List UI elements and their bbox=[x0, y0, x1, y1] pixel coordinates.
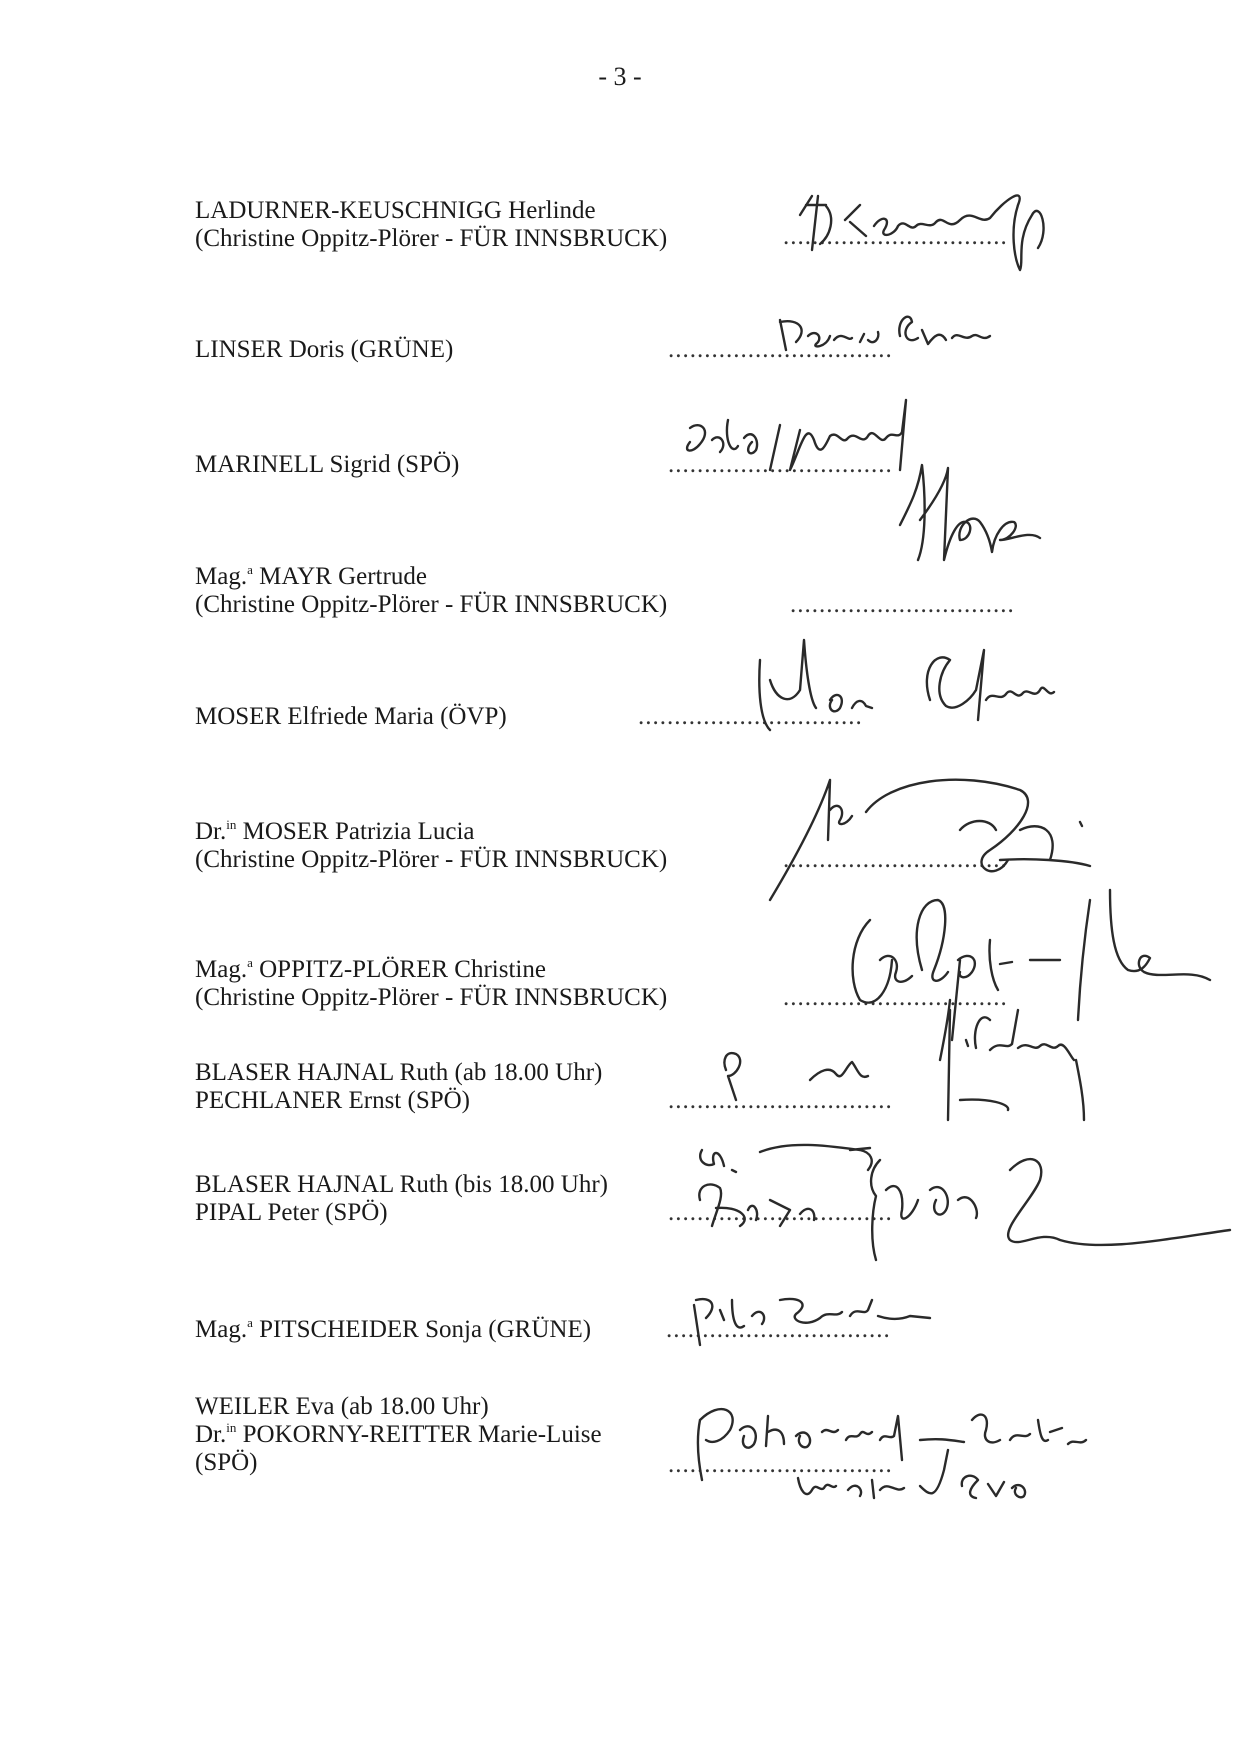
signatory-marinell bbox=[195, 451, 459, 479]
signature-line: ............................... bbox=[668, 336, 893, 363]
signature-line: ............................... bbox=[668, 1199, 893, 1226]
signatory-linser bbox=[195, 336, 453, 364]
signatory-pechlaner bbox=[195, 1059, 602, 1115]
signature-line: ............................... bbox=[783, 984, 1008, 1011]
signature-line: ............................... bbox=[666, 1316, 891, 1343]
signature-line: ............................... bbox=[783, 223, 1008, 250]
party-line: (SPÖ) bbox=[195, 1449, 258, 1476]
name-line: Mag.$^a$ OPPITZ-PLÖRER Christine bbox=[195, 955, 546, 983]
name-line: BLASER HAJNAL Ruth (bis 18.00 Uhr) bbox=[195, 1171, 608, 1198]
signature-line: ............................... bbox=[668, 1087, 893, 1114]
name-line: Dr.$^{in}$ MOSER Patrizia Lucia bbox=[195, 817, 475, 845]
name-line: LINSER Doris (GRÜNE) bbox=[195, 336, 454, 363]
name-line: LADURNER-KEUSCHNIGG Herlinde bbox=[195, 197, 596, 224]
signatory-pitscheider bbox=[195, 1316, 591, 1344]
party-line: (Christine Oppitz-Plörer - FÜR INNSBRUCK) bbox=[195, 225, 668, 252]
signature-line: ............................... bbox=[668, 1451, 893, 1478]
signature-moser-patrizia bbox=[770, 780, 1090, 900]
name-line: MARINELL Sigrid (SPÖ) bbox=[195, 451, 460, 478]
signatory-mayr bbox=[195, 563, 667, 619]
name-line: WEILER Eva (ab 18.00 Uhr) bbox=[195, 1393, 489, 1420]
party-line: (Christine Oppitz-Plörer - FÜR INNSBRUCK) bbox=[195, 984, 668, 1011]
name-line: Mag.$^a$ PITSCHEIDER Sonja (GRÜNE) bbox=[195, 1315, 592, 1343]
page-number: - 3 - bbox=[598, 62, 642, 91]
signature-line: ............................... bbox=[638, 703, 863, 730]
signatory-oppitz-ploerer bbox=[195, 956, 667, 1012]
signatory-pokorny-reitter bbox=[195, 1393, 602, 1477]
signature-line: ............................... bbox=[783, 846, 1008, 873]
signature-line: ............................... bbox=[668, 451, 893, 478]
name-line-2: Dr.$^{in}$ POKORNY-REITTER Marie-Luise bbox=[195, 1420, 602, 1448]
signatory-moser-patrizia bbox=[195, 818, 667, 874]
name-line: Mag.$^a$ MAYR Gertrude bbox=[195, 562, 427, 590]
party-line: (Christine Oppitz-Plörer - FÜR INNSBRUCK) bbox=[195, 846, 668, 873]
party-line: (Christine Oppitz-Plörer - FÜR INNSBRUCK) bbox=[195, 591, 668, 618]
name-line-2: PECHLANER Ernst (SPÖ) bbox=[195, 1087, 471, 1114]
signature-oppitz-ploerer bbox=[853, 890, 1210, 1040]
name-line-2: PIPAL Peter (SPÖ) bbox=[195, 1199, 388, 1226]
signatory-moser-elfriede bbox=[195, 703, 507, 731]
signature-line: ............................... bbox=[790, 591, 1015, 618]
signature-mayr bbox=[900, 465, 1040, 560]
signatory-pipal bbox=[195, 1171, 608, 1227]
name-line: BLASER HAJNAL Ruth (ab 18.00 Uhr) bbox=[195, 1059, 603, 1086]
signatory-ladurner bbox=[195, 197, 667, 253]
name-line: MOSER Elfriede Maria (ÖVP) bbox=[195, 703, 507, 730]
